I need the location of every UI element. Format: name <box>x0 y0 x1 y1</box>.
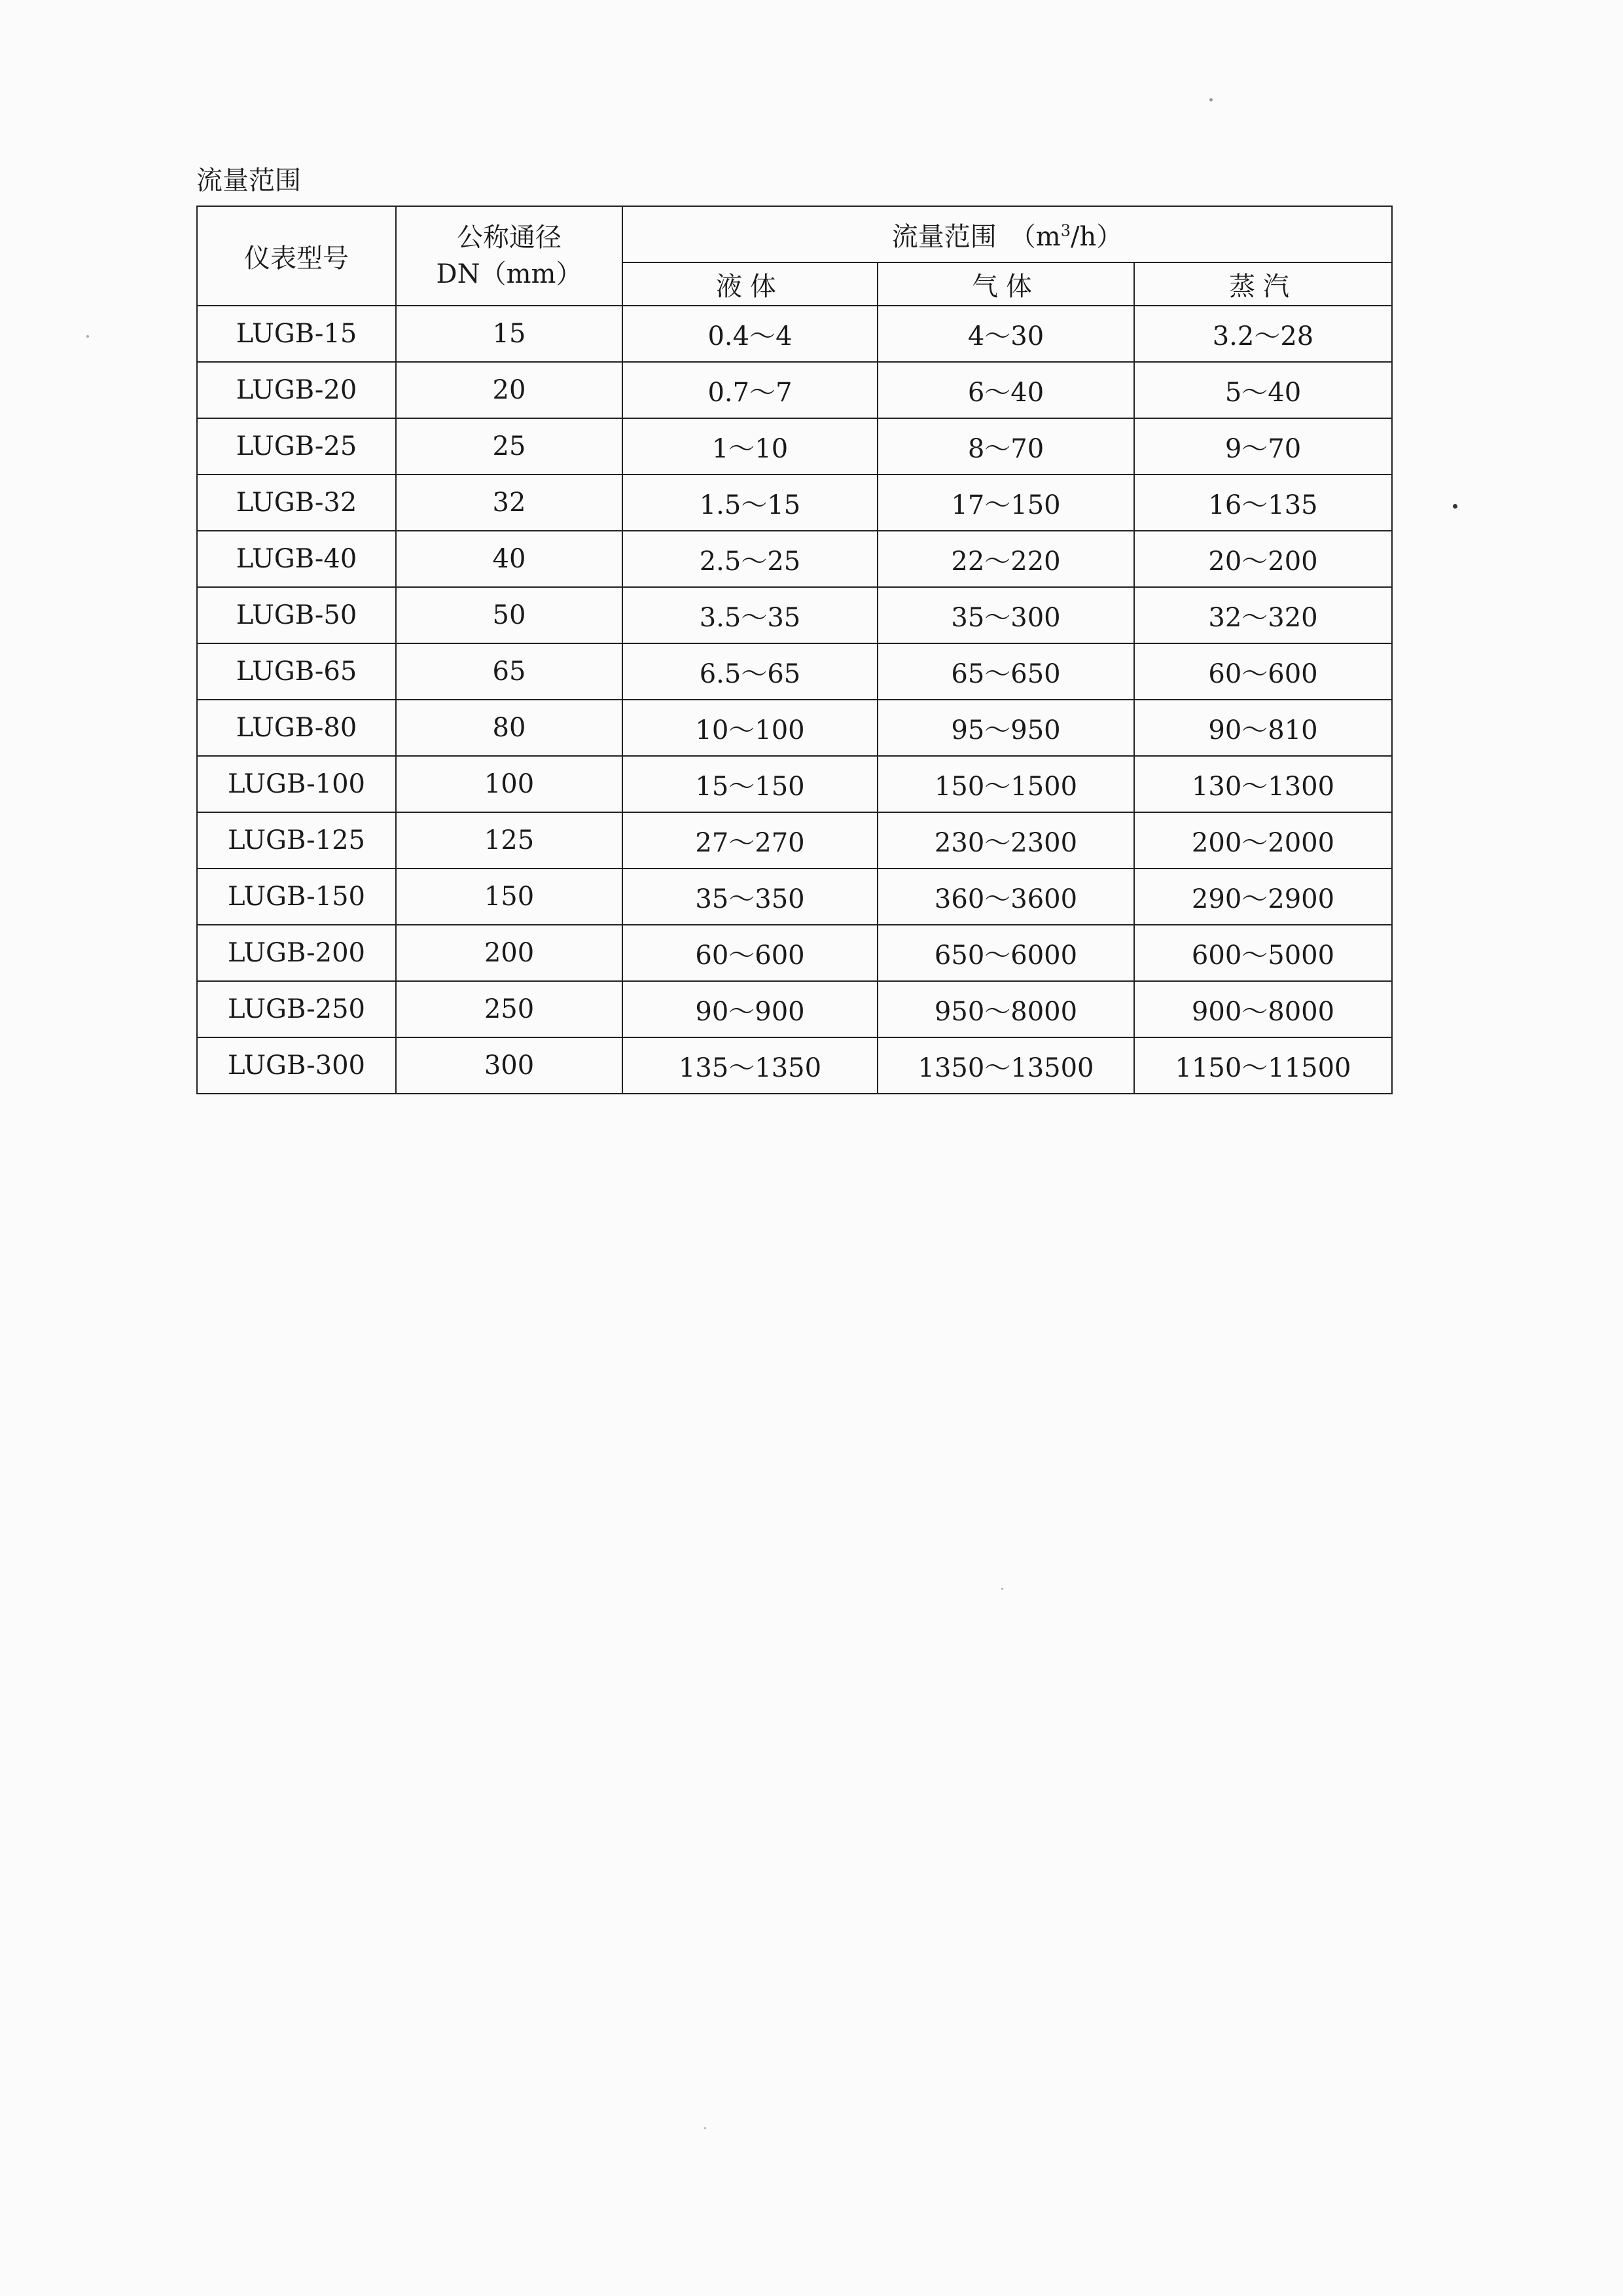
cell-model: LUGB-100 <box>197 756 396 812</box>
cell-liquid: 1～10 <box>622 418 878 475</box>
cell-gas: 95～950 <box>878 700 1134 756</box>
cell-liquid: 10～100 <box>622 700 878 756</box>
header-model: 仪表型号 <box>197 206 396 306</box>
cell-liquid: 3.5～35 <box>622 587 878 643</box>
cell-dn: 65 <box>396 643 622 700</box>
cell-steam: 200～2000 <box>1134 812 1392 869</box>
cell-steam: 90～810 <box>1134 700 1392 756</box>
cell-model: LUGB-200 <box>197 925 396 981</box>
cell-liquid: 27～270 <box>622 812 878 869</box>
header-flow-suffix: /h） <box>1070 221 1123 252</box>
header-liquid: 液体 <box>622 262 878 306</box>
cell-dn: 80 <box>396 700 622 756</box>
cell-steam: 16～135 <box>1134 475 1392 531</box>
cell-steam: 9～70 <box>1134 418 1392 475</box>
table-row <box>197 587 1392 643</box>
header-steam: 蒸汽 <box>1134 262 1392 306</box>
cell-steam: 290～2900 <box>1134 869 1392 925</box>
cell-liquid: 6.5～65 <box>622 643 878 700</box>
cell-gas: 950～8000 <box>878 981 1134 1037</box>
table-row <box>197 418 1392 475</box>
cell-gas: 17～150 <box>878 475 1134 531</box>
cell-liquid: 90～900 <box>622 981 878 1037</box>
cell-liquid: 1.5～15 <box>622 475 878 531</box>
cell-model: LUGB-15 <box>197 306 396 362</box>
cell-liquid: 2.5～25 <box>622 531 878 587</box>
cell-model: LUGB-20 <box>197 362 396 418</box>
header-dn-line2: DN（mm） <box>436 259 582 289</box>
cell-gas: 22～220 <box>878 531 1134 587</box>
cell-gas: 4～30 <box>878 306 1134 362</box>
header-flow-sup: 3 <box>1060 221 1071 240</box>
cell-dn: 300 <box>396 1037 622 1094</box>
cell-model: LUGB-25 <box>197 418 396 475</box>
table-row <box>197 531 1392 587</box>
cell-model: LUGB-125 <box>197 812 396 869</box>
cell-steam: 5～40 <box>1134 362 1392 418</box>
cell-liquid: 0.7～7 <box>622 362 878 418</box>
table-row <box>197 643 1392 700</box>
cell-dn: 100 <box>396 756 622 812</box>
cell-liquid: 135～1350 <box>622 1037 878 1094</box>
table-row <box>197 475 1392 531</box>
cell-gas: 150～1500 <box>878 756 1134 812</box>
cell-model: LUGB-80 <box>197 700 396 756</box>
cell-dn: 125 <box>396 812 622 869</box>
table-row <box>197 981 1392 1037</box>
cell-liquid: 60～600 <box>622 925 878 981</box>
cell-model: LUGB-150 <box>197 869 396 925</box>
cell-gas: 65～650 <box>878 643 1134 700</box>
table-row <box>197 756 1392 812</box>
cell-liquid: 0.4～4 <box>622 306 878 362</box>
cell-model: LUGB-50 <box>197 587 396 643</box>
cell-gas: 230～2300 <box>878 812 1134 869</box>
table-row <box>197 1037 1392 1094</box>
table-row <box>197 362 1392 418</box>
cell-gas: 6～40 <box>878 362 1134 418</box>
cell-steam: 3.2～28 <box>1134 306 1392 362</box>
scan-speck <box>1001 1588 1003 1590</box>
cell-dn: 32 <box>396 475 622 531</box>
cell-steam: 20～200 <box>1134 531 1392 587</box>
cell-gas: 360～3600 <box>878 869 1134 925</box>
cell-steam: 600～5000 <box>1134 925 1392 981</box>
table-body <box>197 306 1392 1094</box>
scan-speck <box>1453 504 1457 509</box>
cell-steam: 130～1300 <box>1134 756 1392 812</box>
cell-dn: 20 <box>396 362 622 418</box>
cell-liquid: 35～350 <box>622 869 878 925</box>
header-nominal-diameter <box>396 206 622 306</box>
header-flow-prefix: 流量范围 （m <box>891 221 1061 252</box>
table-row <box>197 925 1392 981</box>
cell-gas: 8～70 <box>878 418 1134 475</box>
cell-gas: 650～6000 <box>878 925 1134 981</box>
cell-dn: 25 <box>396 418 622 475</box>
table-row <box>197 869 1392 925</box>
page-title: 流量范围 <box>196 166 301 196</box>
cell-model: LUGB-40 <box>197 531 396 587</box>
table-row <box>197 306 1392 362</box>
cell-steam: 32～320 <box>1134 587 1392 643</box>
cell-dn: 250 <box>396 981 622 1037</box>
cell-dn: 15 <box>396 306 622 362</box>
cell-steam: 1150～11500 <box>1134 1037 1392 1094</box>
scan-speck <box>86 335 89 338</box>
scan-speck <box>1209 98 1213 101</box>
table-row <box>197 700 1392 756</box>
cell-dn: 50 <box>396 587 622 643</box>
cell-model: LUGB-250 <box>197 981 396 1037</box>
cell-steam: 900～8000 <box>1134 981 1392 1037</box>
cell-steam: 60～600 <box>1134 643 1392 700</box>
cell-model: LUGB-32 <box>197 475 396 531</box>
cell-gas: 35～300 <box>878 587 1134 643</box>
scan-speck <box>704 2127 706 2129</box>
flow-range-table <box>196 206 1393 1094</box>
cell-dn: 150 <box>396 869 622 925</box>
cell-model: LUGB-65 <box>197 643 396 700</box>
header-dn-line1: 公称通径 <box>457 223 562 253</box>
header-gas: 气体 <box>878 262 1134 306</box>
cell-dn: 40 <box>396 531 622 587</box>
table-row <box>197 812 1392 869</box>
header-flow-range <box>622 206 1392 262</box>
cell-liquid: 15～150 <box>622 756 878 812</box>
cell-gas: 1350～13500 <box>878 1037 1134 1094</box>
cell-dn: 200 <box>396 925 622 981</box>
cell-model: LUGB-300 <box>197 1037 396 1094</box>
